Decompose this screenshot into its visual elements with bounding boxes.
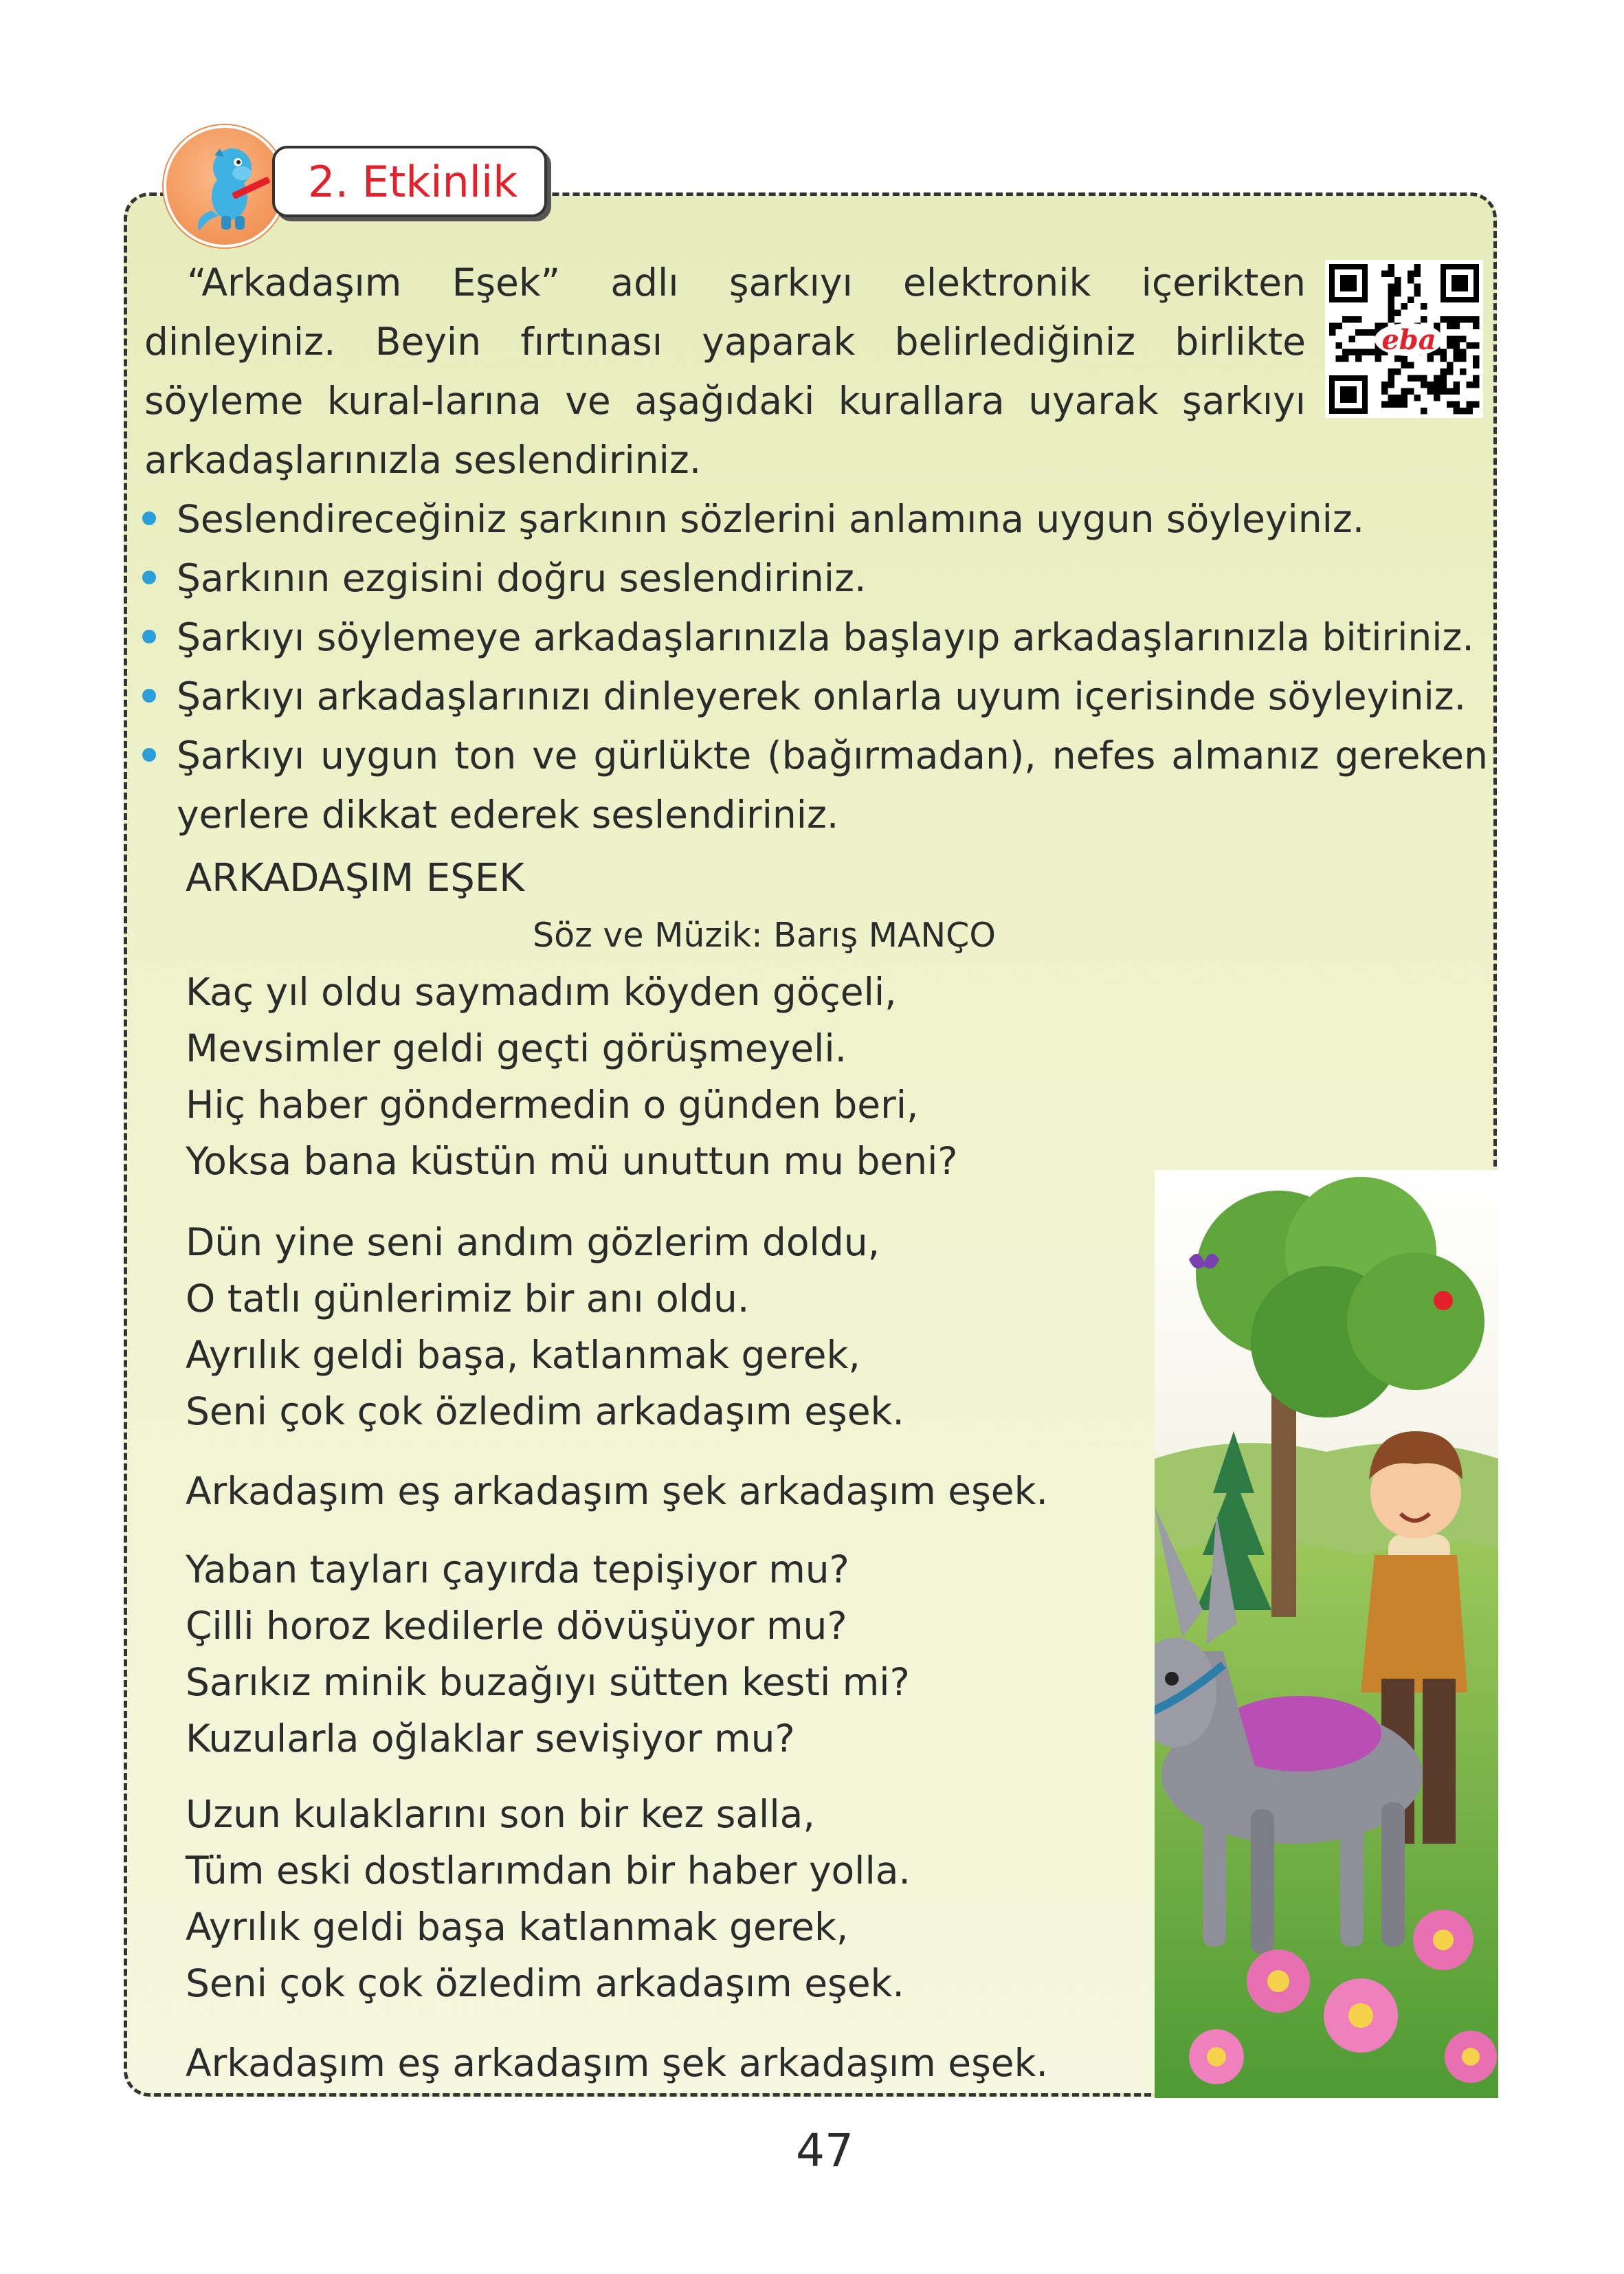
intro-paragraph: “Arkadaşım Eşek” adlı şarkıyı elektronik içerikten dinleyiniz. Beyin fırtınası yaparak belirlediğiniz birlikte söyleme kural-larına ve aşağıdaki kurallara uyarak şarkıyı arkadaşlarınızla seslendiriniz. bbox=[144, 261, 1306, 482]
lyric-line: Kuzularla oğlaklar sevişiyor mu? bbox=[186, 1716, 795, 1760]
stanza-3 bbox=[186, 1541, 910, 1767]
lyric-line: Uzun kulaklarını son bir kez salla, bbox=[186, 1792, 815, 1836]
bullet-icon bbox=[142, 689, 156, 703]
rule-item: Seslendireceğiniz şarkının sözlerini anlamına uygun söyleyiniz. bbox=[141, 489, 1488, 549]
stanza-4 bbox=[186, 1786, 911, 2011]
lyric-line: Arkadaşım eş arkadaşım şek arkadaşım eşek. bbox=[186, 2041, 1048, 2085]
qr-eba-label: eba bbox=[1381, 324, 1436, 356]
lyric-line: Kaç yıl oldu saymadım köyden göçeli, bbox=[186, 970, 897, 1014]
stanza-1 bbox=[186, 964, 958, 1189]
lyric-line: Arkadaşım eş arkadaşım şek arkadaşım eşek. bbox=[186, 1469, 1048, 1513]
lyric-line: Yaban tayları çayırda tepişiyor mu? bbox=[186, 1547, 849, 1591]
page-number: 47 bbox=[796, 2124, 854, 2177]
rule-item: Şarkının ezgisini doğru seslendiriniz. bbox=[141, 549, 1488, 608]
lyric-line: Sarıkız minik buzağıyı sütten kesti mi? bbox=[186, 1660, 910, 1704]
rules-list bbox=[141, 489, 1488, 844]
lyric-line: Seni çok çok özledim arkadaşım eşek. bbox=[186, 1961, 904, 2005]
activity-header bbox=[164, 125, 576, 242]
bullet-icon bbox=[142, 571, 156, 584]
stanza-2 bbox=[186, 1214, 904, 1439]
lyric-line: Hiç haber göndermedin o günden beri, bbox=[186, 1083, 919, 1127]
activity-title-label bbox=[272, 146, 547, 217]
lyric-line: O tatlı günlerimiz bir anı oldu. bbox=[186, 1277, 750, 1321]
lyric-line: Ayrılık geldi başa katlanmak gerek, bbox=[186, 1905, 849, 1949]
lyric-line: Tüm eski dostlarımdan bir haber yolla. bbox=[186, 1848, 911, 1892]
lyric-line: Mevsimler geldi geçti görüşmeyeli. bbox=[186, 1026, 847, 1070]
chorus-2 bbox=[186, 2035, 1048, 2091]
boy-with-donkey-illustration bbox=[1155, 1170, 1498, 2098]
qr-code-icon[interactable] bbox=[1325, 260, 1483, 418]
activity-title: 2. Etkinlik bbox=[308, 156, 518, 207]
lyric-line: Çilli horoz kedilerle dövüşüyor mu? bbox=[186, 1604, 847, 1648]
lyric-line: Dün yine seni andım gözlerim doldu, bbox=[186, 1220, 880, 1264]
lyric-line: Ayrılık geldi başa, katlanmak gerek, bbox=[186, 1333, 860, 1377]
lyric-line: Yoksa bana küstün mü unuttun mu beni? bbox=[186, 1139, 958, 1183]
rule-item: Şarkıyı söylemeye arkadaşlarınızla başlayıp arkadaşlarınızla bitiriniz. bbox=[141, 608, 1488, 667]
bullet-icon bbox=[142, 511, 156, 525]
chorus-1 bbox=[186, 1463, 1048, 1519]
rule-item: Şarkıyı uygun ton ve gürlükte (bağırmadan), nefes almanız gereken yerlere dikkat ederek seslendiriniz. bbox=[141, 726, 1488, 844]
bullet-icon bbox=[142, 748, 156, 762]
lyric-line: Seni çok çok özledim arkadaşım eşek. bbox=[186, 1389, 904, 1433]
song-title: ARKADAŞIM EŞEK bbox=[186, 856, 524, 901]
dinosaur-pencil-icon bbox=[164, 125, 286, 247]
song-author: Söz ve Müzik: Barış MANÇO bbox=[533, 916, 996, 955]
rule-item: Şarkıyı arkadaşlarınızı dinleyerek onlarla uyum içerisinde söyleyiniz. bbox=[141, 667, 1488, 726]
bullet-icon bbox=[142, 630, 156, 643]
